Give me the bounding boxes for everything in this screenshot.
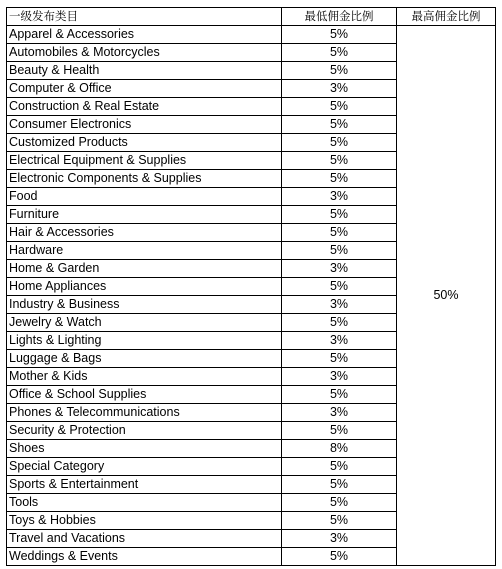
min-rate-cell: 5% bbox=[282, 116, 397, 134]
min-rate-cell: 5% bbox=[282, 548, 397, 566]
category-cell: Hardware bbox=[7, 242, 282, 260]
header-category: 一级发布类目 bbox=[7, 8, 282, 26]
header-max-rate: 最高佣金比例 bbox=[397, 8, 496, 26]
category-cell: Security & Protection bbox=[7, 422, 282, 440]
category-cell: Automobiles & Motorcycles bbox=[7, 44, 282, 62]
category-cell: Phones & Telecommunications bbox=[7, 404, 282, 422]
min-rate-cell: 5% bbox=[282, 98, 397, 116]
category-cell: Jewelry & Watch bbox=[7, 314, 282, 332]
min-rate-cell: 5% bbox=[282, 494, 397, 512]
category-cell: Customized Products bbox=[7, 134, 282, 152]
category-cell: Furniture bbox=[7, 206, 282, 224]
min-rate-cell: 3% bbox=[282, 188, 397, 206]
min-rate-cell: 5% bbox=[282, 512, 397, 530]
category-cell: Consumer Electronics bbox=[7, 116, 282, 134]
min-rate-cell: 5% bbox=[282, 476, 397, 494]
min-rate-cell: 5% bbox=[282, 224, 397, 242]
table-header-row bbox=[7, 8, 496, 26]
min-rate-cell: 3% bbox=[282, 296, 397, 314]
min-rate-cell: 5% bbox=[282, 62, 397, 80]
commission-table bbox=[6, 7, 496, 566]
category-cell: Electronic Components & Supplies bbox=[7, 170, 282, 188]
min-rate-cell: 5% bbox=[282, 350, 397, 368]
category-cell: Food bbox=[7, 188, 282, 206]
min-rate-cell: 5% bbox=[282, 386, 397, 404]
category-cell: Home Appliances bbox=[7, 278, 282, 296]
category-cell: Construction & Real Estate bbox=[7, 98, 282, 116]
category-cell: Hair & Accessories bbox=[7, 224, 282, 242]
category-cell: Computer & Office bbox=[7, 80, 282, 98]
category-cell: Home & Garden bbox=[7, 260, 282, 278]
category-cell: Electrical Equipment & Supplies bbox=[7, 152, 282, 170]
min-rate-cell: 3% bbox=[282, 368, 397, 386]
header-min-rate: 最低佣金比例 bbox=[282, 8, 397, 26]
min-rate-cell: 5% bbox=[282, 44, 397, 62]
category-cell: Travel and Vacations bbox=[7, 530, 282, 548]
min-rate-cell: 5% bbox=[282, 170, 397, 188]
category-cell: Industry & Business bbox=[7, 296, 282, 314]
min-rate-cell: 5% bbox=[282, 278, 397, 296]
category-cell: Lights & Lighting bbox=[7, 332, 282, 350]
min-rate-cell: 3% bbox=[282, 404, 397, 422]
min-rate-cell: 5% bbox=[282, 26, 397, 44]
category-cell: Tools bbox=[7, 494, 282, 512]
category-cell: Toys & Hobbies bbox=[7, 512, 282, 530]
category-cell: Office & School Supplies bbox=[7, 386, 282, 404]
category-cell: Mother & Kids bbox=[7, 368, 282, 386]
category-cell: Beauty & Health bbox=[7, 62, 282, 80]
category-cell: Apparel & Accessories bbox=[7, 26, 282, 44]
category-cell: Sports & Entertainment bbox=[7, 476, 282, 494]
min-rate-cell: 3% bbox=[282, 332, 397, 350]
min-rate-cell: 5% bbox=[282, 206, 397, 224]
min-rate-cell: 3% bbox=[282, 260, 397, 278]
table-body bbox=[7, 26, 496, 566]
min-rate-cell: 5% bbox=[282, 242, 397, 260]
min-rate-cell: 5% bbox=[282, 314, 397, 332]
min-rate-cell: 3% bbox=[282, 530, 397, 548]
category-cell: Special Category bbox=[7, 458, 282, 476]
table-row bbox=[7, 26, 496, 44]
category-cell: Weddings & Events bbox=[7, 548, 282, 566]
min-rate-cell: 5% bbox=[282, 458, 397, 476]
min-rate-cell: 5% bbox=[282, 134, 397, 152]
max-rate-cell: 50% bbox=[397, 26, 496, 566]
category-cell: Shoes bbox=[7, 440, 282, 458]
min-rate-cell: 5% bbox=[282, 422, 397, 440]
min-rate-cell: 5% bbox=[282, 152, 397, 170]
min-rate-cell: 3% bbox=[282, 80, 397, 98]
min-rate-cell: 8% bbox=[282, 440, 397, 458]
category-cell: Luggage & Bags bbox=[7, 350, 282, 368]
